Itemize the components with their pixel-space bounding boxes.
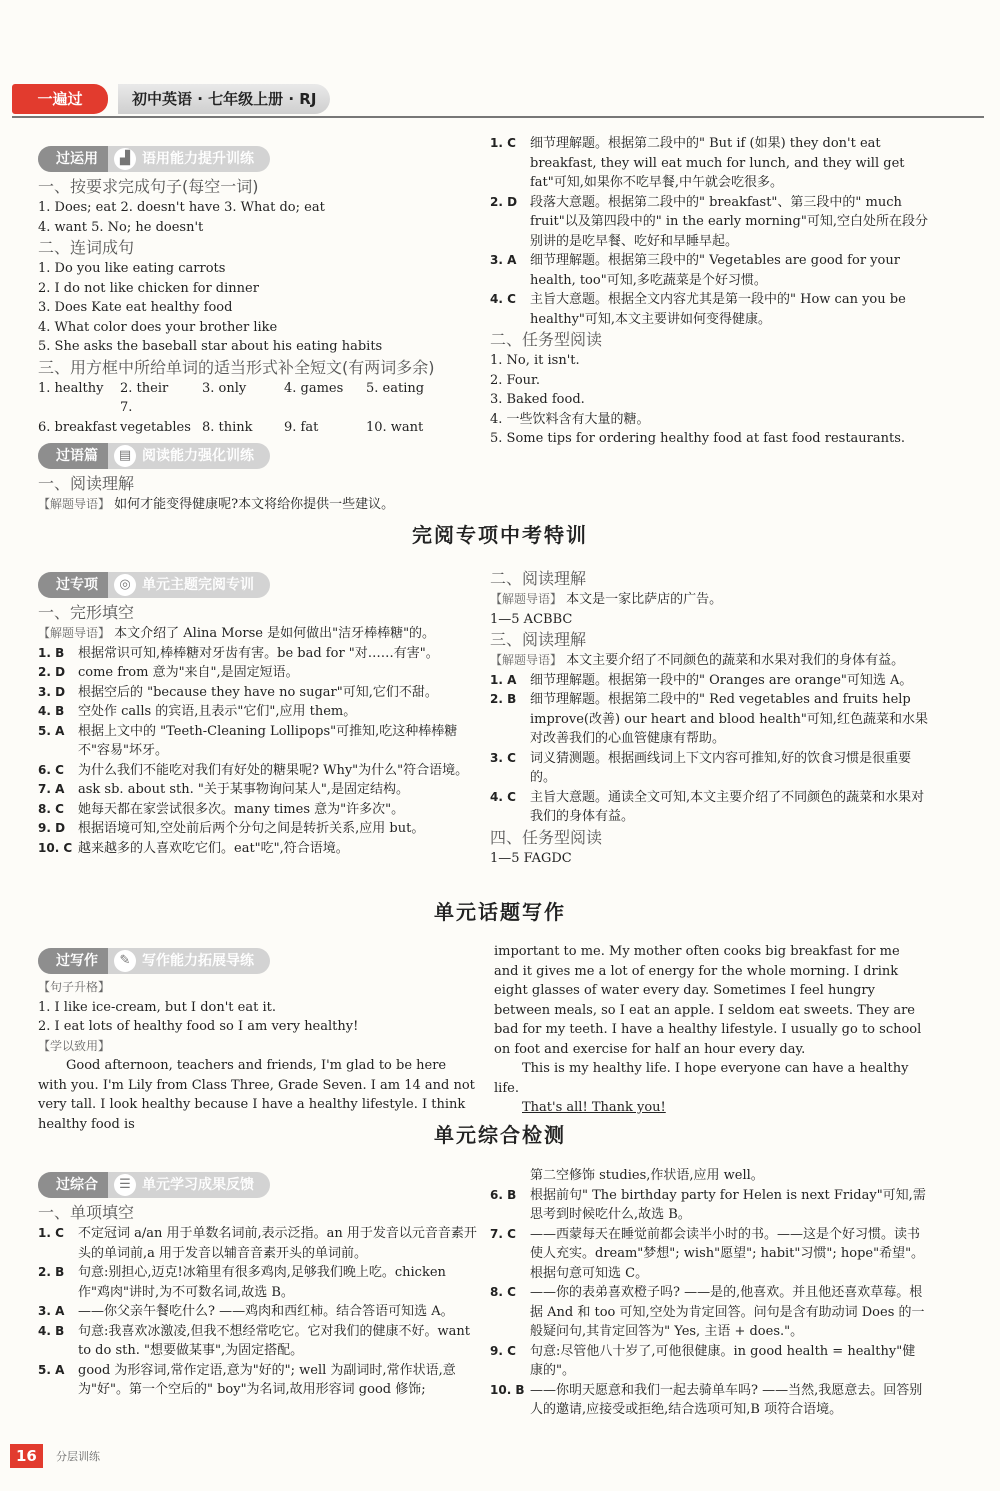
answer-item: 5. A 根据上文中的 "Teeth-Cleaning Lollipops"可推知,吃这种棒棒糖不"容易"坏牙。 — [38, 723, 458, 758]
answer-item: 1. C 细节理解题。根据第二段中的" But if (如果) they don't eat breakfast, they will eat much for lunch, and they will get fat"可知,如果你不吃早餐,中午就会吃很多。 — [490, 136, 905, 190]
answer-item: 3. D 根据空后的 "because they have no sugar"可知,它们不甜。 — [38, 684, 438, 700]
answer-line: 1. Does; eat 2. doesn't have 3. What do; eat — [38, 200, 325, 215]
guide-line: 【解题导语】 本文介绍了 Alina Morse 是如何做出"洁牙棒棒糖"的。 — [38, 626, 436, 641]
subheading: 三、用方框中所给单词的适当形式补全短文(有两词多余) — [38, 357, 435, 377]
section-reading-answers — [490, 134, 928, 449]
section-reading-2 — [490, 568, 928, 868]
tag-line: 【学以致用】 — [38, 1038, 111, 1053]
guide-line: 【解题导语】 如何才能变得健康呢?本文将给你提供一些建议。 — [38, 497, 395, 512]
answer-item: 9. D 根据语境可知,空处前后两个分句之间是转折关系,应用 but。 — [38, 821, 425, 836]
answer-item: 4. B 句意:我喜欢冰激凌,但我不想经常吃它。它对我们的健康不好。want to do sth. "想要做某事",为固定搭配。 — [38, 1323, 470, 1358]
tag-line: 【句子升格】 — [38, 980, 111, 994]
answer-line: 1. I like ice-cream, but I don't eat it. — [38, 999, 276, 1015]
answer-item: 7. C ——西蒙每天在睡觉前都会读半小时的书。——这是个好习惯。读书使人充实。dream"梦想"; wish"愿望"; habit"习惯"; hope"希望"。根据句意可知选 C。 — [490, 1226, 925, 1281]
page-header — [12, 80, 984, 116]
page-number: 16 — [10, 1444, 43, 1468]
chart-icon: ▟ — [114, 148, 136, 170]
answer-line: 4. want 5. No; he doesn't — [38, 219, 204, 235]
header-divider — [12, 116, 984, 118]
answer-item: 2. D come from 意为"来自",是固定短语。 — [38, 665, 299, 680]
answer-item: 1. C 不定冠词 a/an 用于单数名词前,表示泛指。an 用于发音以元音音素开头的单词前,a 用于发音以辅音音素开头的单词前。 — [38, 1226, 477, 1261]
section-writing — [38, 942, 478, 1134]
answer-item: 2. B 细节理解题。根据第二段中的" Red vegetables and fruits help improve(改善) our heart and blood health"可知,红色蔬菜和水果对改善我们的心血管健康有帮助。 — [490, 692, 928, 746]
answer-item: 6. C 为什么我们不能吃对我们有好处的糖果呢? Why"为什么"符合语境。 — [38, 762, 469, 778]
section-test-cont — [490, 1166, 928, 1420]
section-title: 单元综合检测 — [434, 1123, 566, 1147]
answer-item: 1. B 根据常识可知,棒棒糖对牙齿有害。be bad for "对……有害"。 — [38, 645, 439, 661]
answer-item: 5. A good 为形容词,常作定语,意为"好的"; well 为副词时,常作状语,意为"好"。第一个空后的" boy"为名词,故用形容词 good 修饰; — [38, 1362, 456, 1397]
essay-paragraph: This is my healthy life. I hope everyone can have a healthy life. — [494, 1061, 909, 1096]
essay-paragraph: Good afternoon, teachers and friends, I'm glad to be here with you. I'm Lily from Class Three, Grade Seven. I am 14 and not very tall. I look healthy because I have a healthy lifestyle. I think healthy food is — [38, 1058, 475, 1132]
pen-icon: ✎ — [114, 950, 136, 972]
target-icon: ◎ — [114, 574, 136, 596]
answer-item: 2. B 句意:别担心,迈克!冰箱里有很多鸡肉,足够我们晚上吃。chicken 作"鸡肉"讲时,为不可数名词,故选 B。 — [38, 1265, 446, 1300]
answer-item: 10. C 越来越多的人喜欢吃它们。eat"吃",符合语境。 — [38, 840, 349, 856]
section-pill: 过写作 ✎ 写作能力拓展导练 — [38, 948, 270, 974]
word-answers-row: 6. breakfast7. vegetables 8. think 9. fat 10. want — [38, 400, 424, 435]
answer-line: 3. Does Kate eat healthy food — [38, 300, 233, 315]
answer-line: 3. Baked food. — [490, 392, 585, 407]
section-title: 完阅专项中考特训 — [412, 523, 588, 547]
answer-item: 3. A ——你父亲午餐吃什么? ——鸡肉和西红柿。结合答语可知选 A。 — [38, 1304, 454, 1319]
list-icon: ☰ — [114, 1174, 136, 1196]
subheading: 一、完形填空 — [38, 603, 135, 622]
answer-line: 4. What color does your brother like — [38, 319, 278, 335]
subheading: 二、任务型阅读 — [490, 330, 603, 349]
section-writing-cont — [494, 942, 928, 1118]
answer-line: 2. I do not like chicken for dinner — [38, 280, 259, 296]
answer-item: 4. C 主旨大意题。通读全文可知,本文主要介绍了不同颜色的蔬菜和水果对我们的身体有益。 — [490, 789, 925, 824]
subheading: 四、任务型阅读 — [490, 827, 603, 847]
answer-line: 1. Do you like eating carrots — [38, 261, 226, 276]
book-title: 初中英语 · 七年级上册 · RJ — [118, 84, 330, 114]
answer-item: 1. A 细节理解题。根据第一段中的" Oranges are orange"可知选 A。 — [490, 672, 913, 688]
subheading: 二、连词成句 — [38, 238, 135, 257]
essay-closing: That's all! Thank you! — [522, 1100, 666, 1115]
answer-item: 10. B ——你明天愿意和我们一起去骑单车吗? ——当然,我愿意去。回答别人的邀请,应接受或拒绝,结合选项可知,B 项符合语境。 — [490, 1382, 923, 1417]
subheading: 一、按要求完成句子(每空一词) — [38, 177, 259, 196]
answer-line: 1—5 FAGDC — [490, 850, 572, 866]
answer-item: 8. C ——你的表弟喜欢橙子吗? ——是的,他喜欢。并且他还喜欢草莓。根据 And 和 too 可知,空处为肯定回答。问句是含有助动词 Does 的一般疑问句,其肯定回答为" Yes, 主语 + does."。 — [490, 1285, 925, 1339]
answer-line: 5. She asks the baseball star about his eating habits — [38, 339, 383, 354]
answer-item: 3. A 细节理解题。根据第三段中的" Vegetables are good for your health, too"可知,多吃蔬菜是个好习惯。 — [490, 253, 900, 288]
book-icon: ▤ — [114, 445, 136, 467]
essay-paragraph: important to me. My mother often cooks big breakfast for me and it gives me a lot of energy for the whole morning. I drink eight glasses of water every day. Sometimes I feel hungry between meals, so I eat an apple. I seldom eat sweets. They are bad for my teeth. I have a healthy lifestyle. I usually go to school on foot and exercise for half an hour every day. — [494, 944, 922, 1057]
answer-item: 3. C 词义猜测题。根据画线词上下文内容可推知,好的饮食习惯是很重要的。 — [490, 750, 912, 785]
answer-item: 9. C 句意:尽管他八十岁了,可他很健康。in good health = healthy"健康的"。 — [490, 1343, 916, 1378]
word-answers-row: 1. healthy 2. their 3. only 4. games 5. eating — [38, 380, 425, 396]
section-test — [38, 1166, 478, 1400]
guide-line: 【解题导语】 本文是一家比萨店的广告。 — [490, 592, 723, 607]
section-pill: 过专项 ◎ 单元主题完阅专训 — [38, 572, 270, 598]
guide-line: 【解题导语】 本文主要介绍了不同颜色的蔬菜和水果对我们的身体有益。 — [490, 653, 905, 668]
section-pill: 过运用 ▟ 语用能力提升训练 — [38, 146, 270, 172]
footer-label: 分层训练 — [56, 1450, 100, 1463]
answer-item: 6. B 根据前句" The birthday party for Helen is next Friday"可知,需思考到时候吃什么,故选 B。 — [490, 1187, 926, 1222]
section-cloze — [38, 566, 478, 858]
answer-item: 4. B 空处作 calls 的宾语,且表示"它们",应用 them。 — [38, 704, 357, 719]
subheading: 二、阅读理解 — [490, 569, 587, 588]
answer-item: 4. C 主旨大意题。根据全文内容尤其是第一段中的" How can you be healthy"可知,本文主要讲如何变得健康。 — [490, 292, 906, 327]
answer-item: 2. D 段落大意题。根据第二段中的" breakfast"、第三段中的" much fruit"以及第四段中的" in the early morning"可知,空白处所在段分别讲的是吃早餐、吃好和早睡早起。 — [490, 194, 928, 249]
section-title: 单元话题写作 — [434, 900, 566, 924]
brand-logo: 一遍过 — [12, 84, 108, 114]
subheading: 一、单项填空 — [38, 1203, 135, 1222]
answer-line: 1. No, it isn't. — [490, 353, 580, 368]
section-pill: 过综合 ☰ 单元学习成果反馈 — [38, 1172, 270, 1198]
answer-line: 2. Four. — [490, 372, 540, 388]
answer-line: 4. 一些饮料含有大量的糖。 — [490, 411, 650, 427]
answer-line: 第二空修饰 studies,作状语,应用 well。 — [530, 1168, 764, 1183]
section-pill: 过语篇 ▤ 阅读能力强化训练 — [38, 443, 270, 469]
answer-line: 1—5 ACBBC — [490, 611, 573, 627]
section-yunyong — [38, 140, 478, 515]
answer-item: 7. A ask sb. about sth. "关于某事物询问某人",是固定结构。 — [38, 782, 409, 797]
answer-item: 8. C 她每天都在家尝试很多次。many times 意为"许多次"。 — [38, 801, 405, 817]
subheading: 一、阅读理解 — [38, 474, 135, 493]
answer-line: 2. I eat lots of healthy food so I am very healthy! — [38, 1019, 359, 1034]
answer-line: 5. Some tips for ordering healthy food at fast food restaurants. — [490, 431, 906, 446]
subheading: 三、阅读理解 — [490, 630, 587, 649]
